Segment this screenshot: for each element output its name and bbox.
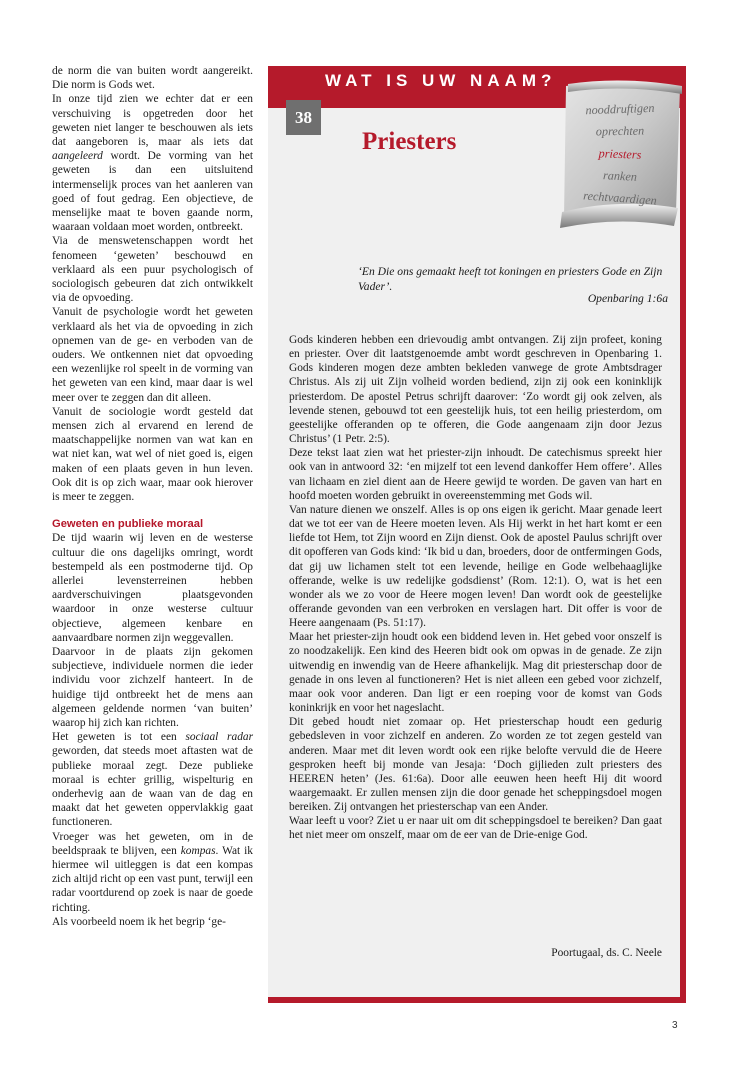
scroll-word: rechtvaardigen (582, 188, 658, 208)
scroll-word: oprechten (595, 123, 645, 139)
banner-title: WAT IS UW NAAM? (325, 71, 557, 90)
scroll-word: ranken (602, 168, 638, 184)
text-run: geworden, dat steeds moet aftasten wat de publieke moraal zegt. Deze publieke moraal is echter grillig, wispelturig en onderhevig aan de waan van de dag en maakt dat het geweten oppervlakkig gaat functioneren. (52, 745, 253, 829)
left-paragraph: Daarvoor in de plaats zijn gekomen subjectieve, individuele normen die ieder individu voor zichzelf hanteert. In de huidige tijd ontbreekt het de mens aan algemeen geldende normen ‘van buiten’ waarop hij zich kan richten. (52, 645, 253, 729)
text-run: wordt. De vorming van het geweten is dan een uitsluitend intermenselijk proces van het aanleren van goed of fout gedrag. Een objectieve, de menselijke maat te boven gaande norm, waaraan voldaan moet worden, ontbreekt. (52, 150, 253, 234)
article-heading: Priesters (362, 128, 457, 155)
left-paragraph: Vanuit de psychologie wordt het geweten verklaard als het via de opvoeding in zich opnemen van de ge- en verboden van de ouders. We ontkennen niet dat opvoeding een wezenlijke rol speelt in de vorming van het geweten van een kind, maar daar is wel meer over te zeggen dan dit alleen. (52, 306, 253, 404)
body-paragraph: Waar leeft u voor? Ziet u er naar uit om dit scheppingsdoel te bereiken? Dan gaat het niet meer om onszelf, maar om de eer van de Drie-enige God. (289, 815, 662, 842)
text-run: . Wat ik hiermee wil uitleggen is dat een kompas zich altijd richt op een vast punt, terwijl een radar voortdurend op zoek is naar de goede richting. (52, 844, 253, 914)
section-subheading: Geweten en publieke moraal (52, 518, 204, 531)
scroll-word: nooddruftigen (585, 100, 655, 118)
page-number: 3 (672, 1020, 678, 1031)
emphasis: kompas (180, 844, 216, 857)
author-signature: Poortugaal, ds. C. Neele (551, 947, 662, 959)
left-paragraph: Vanuit de sociologie wordt gesteld dat mensen zich al ervarend en lerend de maatschappelijke normen van wat kan en wat niet kan, wat wel of niet goed is, eigen maken of een plaats geven in hun leven. Ook dit is op zich waar, maar ook hierover is meer te zeggen. (52, 405, 253, 504)
body-paragraph: Dit gebed houdt niet zomaar op. Het priesterschap houdt een gedurig gebedsleven in voor zichzelf en anderen. Zo worden ze tot zegen gesteld van anderen. Maar met dit leven wordt ook een rijke belofte vervuld die de Heere gesproken heeft bij monde van Jesaja: ‘Doch gijlieden zult priesters des HEEREN heten’ (Jes. 61:6a). Door alle eeuwen heen heeft Hij dit woord waargemaakt. Er zullen mensen zijn die door genade het scheppingsdoel mogen bereiken. Zij ontvangen het priesterschap van een Ander. (289, 716, 662, 814)
bible-quote: ‘En Die ons gemaakt heeft tot koningen en priesters Gode en Zijn Vader’. (358, 265, 663, 293)
scroll-word-list (560, 98, 680, 209)
body-paragraph: Deze tekst laat zien wat het priester-zijn inhoudt. De catechismus spreekt hier ook van in antwoord 32: ‘en mijzelf tot een levend dankoffer Hem offere’. Alles van lichaam en ziel dient aan de Heere gewijd te worden. De gaven van hart en hoofd moeten worden gebruikt in overeenstemming met Gods wil. (289, 447, 662, 502)
text-run: Het geweten is tot een (52, 731, 186, 744)
article-body (289, 333, 662, 843)
left-paragraph: de norm die van buiten wordt aangereikt. Die norm is Gods wet. (52, 65, 253, 92)
left-paragraph (52, 92, 253, 234)
emphasis: sociaal radar (185, 731, 254, 744)
quote-reference: Openbaring 1:6a (587, 292, 668, 305)
left-paragraph: Als voorbeeld noem ik het begrip ‘ge- (52, 915, 226, 928)
body-paragraph: Gods kinderen hebben een drievoudig ambt ontvangen. Zij zijn profeet, koning en priester. Over dit laatstgenoemde ambt wordt geschreven in Openbaring 1. Gods kinderen mogen deze ambten bekleden vanwege de grote Ambtsdrager Christus. Als zij uit Zijn volheid worden bediend, zijn zij ook een koninklijk priesterdom. De apostel Petrus schrijft daarover: ‘Zo wordt gij ook zelven, als levende stenen, gebouwd tot een geestelijk huis, tot een heilig priesterdom, om geestelijke offeranden op te offeren, die Gode aangenaam zijn door Jezus Christus’ (1 Petr. 2:5). (289, 334, 662, 446)
emphasis: aangeleerd (52, 150, 103, 163)
left-paragraph: De tijd waarin wij leven en de westerse cultuur die ons dagelijks omringt, wordt bestempeld als een postmoderne tijd. Op allerlei levensterreinen hebben aardverschuivingen plaatsgevonden waardoor in onze westerse cultuur objectieve, algemeen kenbare en aanvaardbare normen zijn weggevallen. (52, 532, 253, 644)
body-paragraph: Van nature dienen we onszelf. Alles is op ons eigen ik gericht. Maar genade leert dat we tot eer van de Heere moeten leven. Als Hij werkt in het hart komt er een liefde tot Hem, tot Zijn woord en Zijn dienst. Ook de apostel Paulus schrijft over dit opofferen van Gods kind: ‘Ik bid u dan, broeders, door de ontfermingen Gods, dat gij uw lichamen stelt tot een levende, heilige en Gode welbehaaglijke offerande, welke is uw redelijke godsdienst’ (Rom. 12:1). O, wat is het een wonder als we zo voor de Heere mogen leven! Dan wordt ook de geestelijke offerande gevonden van een verbroken en verslagen hart. Dit offer is voor de Heere aangenaam (Ps. 51:17). (289, 503, 662, 630)
left-paragraph: Via de menswetenschappen wordt het fenomeen ‘geweten’ beschouwd en verklaard als een puur psychologisch of sociologisch gebeuren dat zich ontwikkelt via de opvoeding. (52, 235, 253, 305)
body-paragraph: Maar het priester-zijn houdt ook een biddend leven in. Het gebed voor onszelf is zo noodzakelijk. Een kind des Heeren bidt ook om opwas in de genade. Ze zijn uitwendig en inwendig van de Heere afhankelijk. Mag dit priesterschap door de genade in ons leven al functioneren? Het is niet alleen een gebed voor zichzelf, maar ook voor anderen. Dan ligt er een roeping voor de komst van Gods koninkrijk en voor het nageslacht. (289, 631, 662, 715)
left-paragraph (52, 830, 253, 915)
panel-border-bottom (268, 997, 686, 1003)
text-run: Vroeger was het geweten, om in de beeldspraak te blijven, een (52, 830, 253, 857)
left-paragraph (52, 730, 253, 829)
left-column (52, 64, 253, 929)
issue-number-badge: 38 (286, 100, 321, 135)
scroll-word-highlight: priesters (598, 145, 642, 162)
text-run: In onze tijd zien we echter dat er een verschuiving is opgetreden door het geweten niet langer te beschouwen als iets dat aangeboren is, maar als iets dat (52, 93, 253, 149)
